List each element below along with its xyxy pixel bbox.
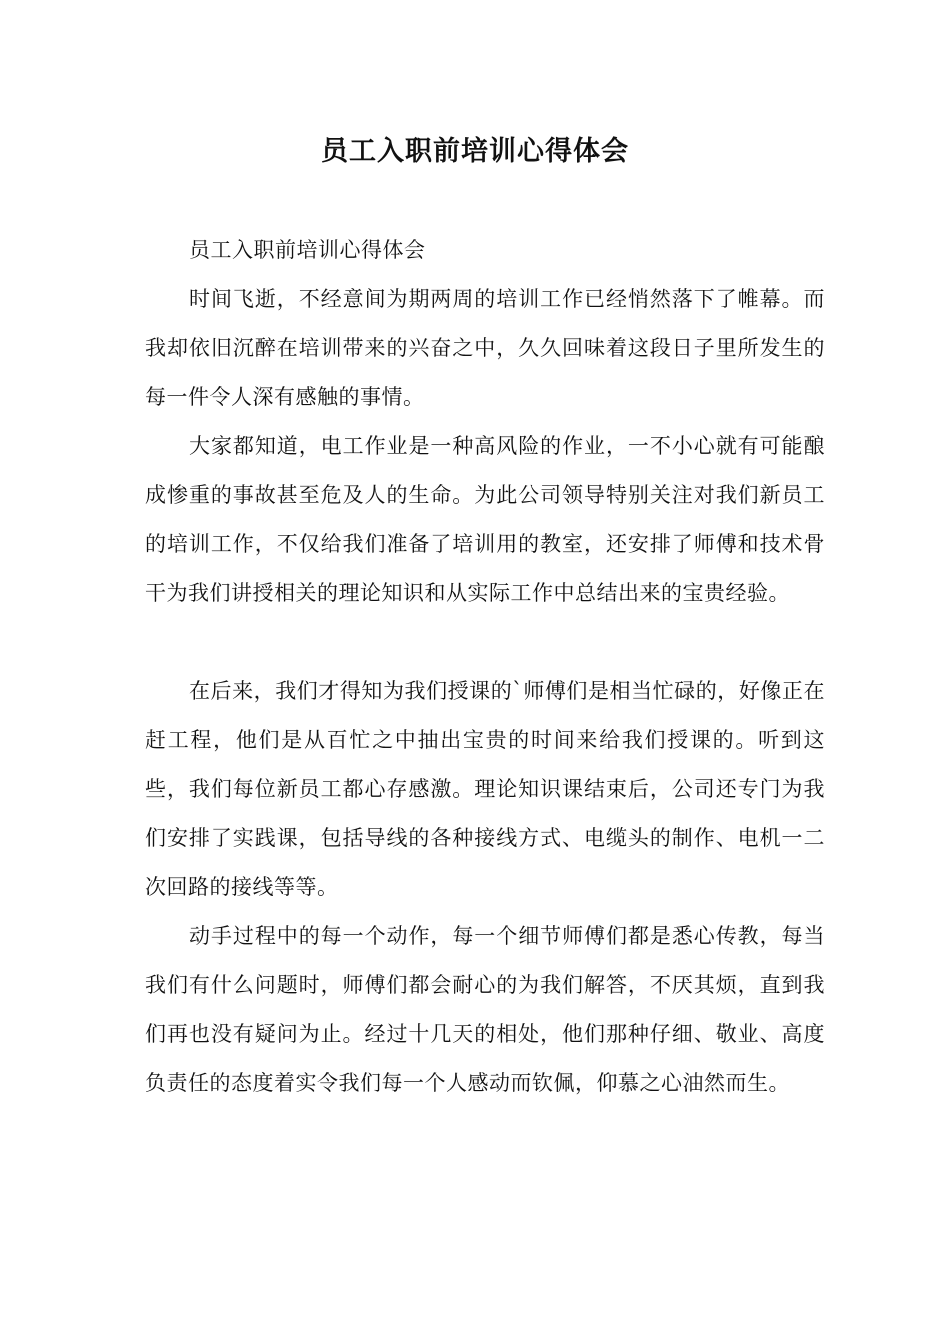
paragraph-1: 时间飞逝，不经意间为期两周的培训工作已经悄然落下了帷幕。而我却依旧沉醉在培训带来的兴奋之中，久久回味着这段日子里所发生的每一件令人深有感触的事情。 [145,287,825,409]
paragraph-3: 在后来，我们才得知为我们授课的`师傅们是相当忙碌的，好像正在赶工程，他们是从百忙之中抽出宝贵的时间来给我们授课的。听到这些，我们每位新员工都心存感激。理论知识课结束后，公司还专门为我们安排了实践课，包括导线的各种接线方式、电缆头的制作、电机一二次回路的接线等等。 [145,679,825,899]
paragraph-subtitle: 员工入职前培训心得体会 [189,238,426,262]
document-body [145,226,825,1108]
document-title: 员工入职前培训心得体会 [321,136,629,167]
paragraph-2: 大家都知道，电工作业是一种高风险的作业，一不小心就有可能酿成惨重的事故甚至危及人的生命。为此公司领导特别关注对我们新员工的培训工作，不仅给我们准备了培训用的教室，还安排了师傅和技术骨干为我们讲授相关的理论知识和从实际工作中总结出来的宝贵经验。 [145,434,825,605]
paragraph-4: 动手过程中的每一个动作，每一个细节师傅们都是悉心传教，每当我们有什么问题时，师傅们都会耐心的为我们解答，不厌其烦，直到我们再也没有疑问为止。经过十几天的相处，他们那种仔细、敬业、高度负责任的态度着实令我们每一个人感动而钦佩，仰慕之心油然而生。 [145,924,825,1095]
